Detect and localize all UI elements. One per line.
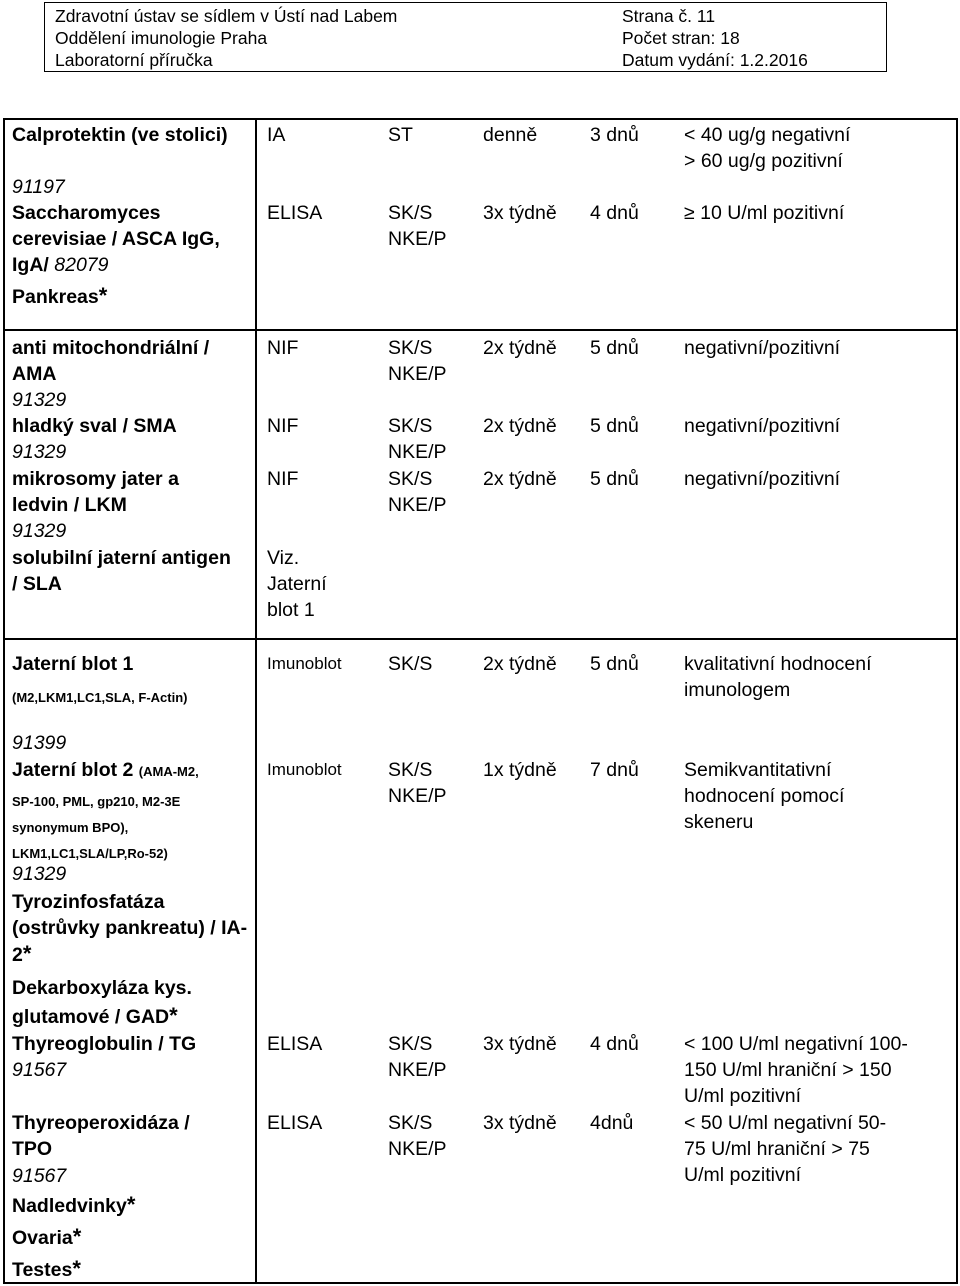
test-ia2: Tyrozinfosfatáza (ostrůvky pankreatu) / IA-2* (12, 891, 248, 966)
frequency-nif-1: 2x týdně (483, 337, 557, 359)
material-tpo: SK/S NKE/P (388, 1112, 447, 1160)
header-manual: Laboratorní příručka (55, 50, 213, 70)
ref-ia-negative: < 40 ug/g negativní (684, 124, 851, 146)
days-blot2: 7 dnů (590, 759, 639, 781)
method-imunoblot-1: Imunoblot (267, 654, 342, 673)
ref-nif-3: negativní/pozitivní (684, 468, 841, 490)
header-pages-total: Počet stran: 18 (622, 28, 740, 48)
test-ama: anti mitochondriální / AMA (12, 337, 210, 385)
frequency-ia: denně (483, 124, 538, 146)
test-saccharomyces: Saccharomyces cerevisiae / ASCA IgG, IgA/ 82079 (12, 202, 220, 276)
code-saccharomyces: 82079 (54, 254, 109, 276)
method-nif-1: NIF (267, 337, 299, 359)
ref-blot2: Semikvantitativní hodnocení pomocí skeneru (684, 759, 845, 833)
method-nif-2: NIF (267, 415, 299, 437)
test-ovaria: Ovaria* (12, 1224, 82, 1249)
material-nif-1: SK/S NKE/P (388, 337, 447, 385)
test-sma: hladký sval / SMA (12, 415, 177, 437)
days-tpo: 4dnů (590, 1112, 634, 1134)
material-blot1: SK/S (388, 653, 433, 675)
method-sla: Viz. Jaterní blot 1 (267, 547, 327, 621)
blot1-detail: (M2,LKM1,LC1,SLA, F-Actin) (12, 690, 188, 705)
test-blot2: Jaterní blot 2 (AMA-M2, (12, 759, 199, 781)
frequency-nif-2: 2x týdně (483, 415, 557, 437)
days-blot1: 5 dnů (590, 653, 639, 675)
material-tg: SK/S NKE/P (388, 1033, 447, 1081)
ref-blot1: kvalitativní hodnocení imunologem (684, 653, 872, 701)
frequency-tpo: 3x týdně (483, 1112, 557, 1134)
header-issue-date: Datum vydání: 1.2.2016 (622, 50, 808, 70)
document-header (44, 2, 887, 72)
code-tg: 91567 (12, 1059, 67, 1081)
test-pankreas: Pankreas* (12, 283, 108, 308)
days-tg: 4 dnů (590, 1033, 639, 1055)
ref-nif-2: negativní/pozitivní (684, 415, 841, 437)
method-imunoblot-2: Imunoblot (267, 760, 342, 779)
method-nif-3: NIF (267, 468, 299, 490)
ref-elisa: ≥ 10 U/ml pozitivní (684, 202, 845, 224)
days-nif-1: 5 dnů (590, 337, 639, 359)
header-page: Strana č. 11 (622, 6, 716, 26)
frequency-elisa: 3x týdně (483, 202, 557, 224)
row-divider-2 (3, 638, 958, 640)
frequency-blot1: 2x týdně (483, 653, 557, 675)
ref-tg: < 100 U/ml negativní 100-150 U/ml hraniční > 150 U/ml pozitivní (684, 1033, 908, 1107)
test-tg: Thyreoglobulin / TG (12, 1033, 197, 1055)
material-nif-2: SK/S NKE/P (388, 415, 447, 463)
header-institute: Zdravotní ústav se sídlem v Ústí nad Labem (55, 6, 398, 26)
blot2-detail: SP-100, PML, gp210, M2-3E synonymum BPO), LKM1,LC1,SLA/LP,Ro-52) (12, 794, 181, 861)
test-calprotektin: Calprotektin (ve stolici) (12, 124, 228, 146)
days-nif-3: 5 dnů (590, 468, 639, 490)
test-lkm: mikrosomy jater a ledvin / LKM (12, 468, 179, 516)
method-elisa-tg: ELISA (267, 1033, 323, 1055)
code-blot1: 91399 (12, 732, 67, 754)
test-gad: Dekarboxyláza kys. glutamové / GAD* (12, 977, 192, 1028)
days-ia: 3 dnů (590, 124, 639, 146)
ref-nif-1: negativní/pozitivní (684, 337, 841, 359)
method-elisa-tpo: ELISA (267, 1112, 323, 1134)
method-ia: IA (267, 124, 286, 146)
frequency-tg: 3x týdně (483, 1033, 557, 1055)
code-ama: 91329 (12, 389, 67, 411)
method-elisa: ELISA (267, 202, 323, 224)
header-department: Oddělení imunologie Praha (55, 28, 268, 48)
column-divider (255, 118, 257, 1284)
frequency-blot2: 1x týdně (483, 759, 557, 781)
test-tpo: Thyreoperoxidáza / TPO (12, 1112, 190, 1160)
test-testes: Testes* (12, 1256, 81, 1281)
ref-ia-positive: > 60 ug/g pozitivní (684, 150, 843, 172)
material-blot2: SK/S NKE/P (388, 759, 447, 807)
code-blot2: 91329 (12, 863, 67, 885)
code-tpo: 91567 (12, 1165, 67, 1187)
row-divider-1 (3, 329, 958, 331)
test-blot1: Jaterní blot 1 (12, 653, 134, 675)
code-calprotektin: 91197 (12, 176, 65, 198)
ref-tpo: < 50 U/ml negativní 50-75 U/ml hraniční > 75 U/ml pozitivní (684, 1112, 887, 1186)
material-nif-3: SK/S NKE/P (388, 468, 447, 516)
test-sla: solubilní jaterní antigen / SLA (12, 547, 231, 595)
material-elisa: SK/S NKE/P (388, 202, 447, 250)
frequency-nif-3: 2x týdně (483, 468, 557, 490)
days-nif-2: 5 dnů (590, 415, 639, 437)
material-st: ST (388, 124, 413, 146)
days-elisa: 4 dnů (590, 202, 639, 224)
code-lkm: 91329 (12, 520, 67, 542)
code-sma: 91329 (12, 441, 67, 463)
test-nadledviny: Nadledvinky* (12, 1192, 136, 1217)
